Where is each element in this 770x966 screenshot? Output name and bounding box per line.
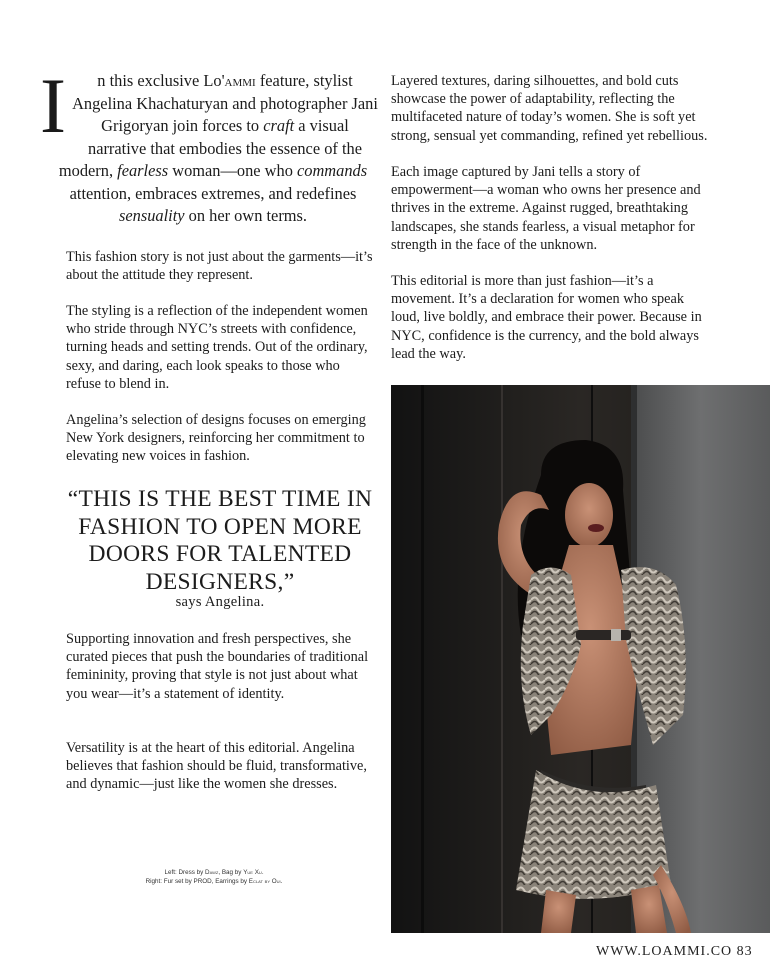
body-paragraph: Layered textures, daring silhouettes, and bold cuts showcase the power of adaptability, reflecting the multifaceted nature of today’s women. She is soft yet strong, sensual yet commanding, refined yet rebellious. xyxy=(391,73,708,144)
body-paragraph: Each image captured by Jani tells a story of empowerment—a woman who owns her presence and thrives in the extreme. Against rugged, breathtaking landscapes, she stands fearless, a visual metaphor for strength in the face of the unknown. xyxy=(391,164,701,253)
brand-name: Lo' xyxy=(203,71,225,90)
intro-text: n this exclusive xyxy=(97,71,204,90)
caption-line-right xyxy=(66,877,362,886)
body-paragraph: This editorial is more than just fashion—it’s a movement. It’s a declaration for women who speak loud, live boldly, and embrace their power. Because in NYC, confidence is the currency, and the bold always lead the way. xyxy=(391,273,702,362)
intro-emphasis: fearless xyxy=(117,161,169,180)
pull-quote-text: “THIS IS THE BEST TIME IN FASHION TO OPEN MORE DOORS FOR TALENTED DESIGNERS,” xyxy=(67,486,373,595)
intro-emphasis: craft xyxy=(263,116,295,135)
caption-text: . xyxy=(261,869,264,876)
editorial-photo xyxy=(391,385,770,933)
caption-designer: Yue Xu xyxy=(243,869,262,876)
body-paragraph: The styling is a reflection of the independent women who stride through NYC’s streets with confidence, turning heads and setting trends. Out of the ordinary, sexy, and daring, each look speaks to those who refuse to blend in. xyxy=(66,303,368,392)
brand-name-smallcaps: ammi xyxy=(224,71,256,90)
page-folio: WWW.LOAMMI.CO 83 xyxy=(596,944,753,959)
intro-text: a visual narrative that embodies the essence of the modern, xyxy=(58,116,362,180)
intro-emphasis: commands xyxy=(296,161,368,180)
body-paragraph: Angelina’s selection of designs focuses on emerging New York designers, reinforcing her commitment to elevating new voices in fashion. xyxy=(66,412,366,465)
intro-text: attention, embraces extremes, and redefines xyxy=(69,183,357,203)
photo-credits-caption xyxy=(66,868,362,886)
intro-emphasis: sensuality xyxy=(118,206,185,225)
caption-designer: Dawz xyxy=(205,869,219,876)
pull-quote-attribution: says Angelina. xyxy=(175,594,265,611)
caption-line-left xyxy=(66,868,362,877)
photo-illustration xyxy=(391,385,770,933)
body-paragraph: Supporting innovation and fresh perspectives, she curated pieces that push the boundaries of traditional femininity, proving that style is not just about what you wear—it’s a statement of identity. xyxy=(66,631,369,702)
caption-text: Left: Dress by xyxy=(164,869,206,876)
pull-quote xyxy=(60,486,380,610)
body-paragraph: Versatility is at the heart of this editorial. Angelina believes that fashion should be fluid, transformative, and dynamic—just like the women she dresses. xyxy=(66,740,367,793)
caption-text: , Bag by xyxy=(218,869,244,876)
intro-text: feature, stylist Angelina Khachaturyan and photographer Jani Grigoryan join forces to xyxy=(72,71,378,135)
caption-designer: Eclat by Oui xyxy=(248,878,281,885)
caption-text: . xyxy=(280,878,283,885)
caption-text: Right: Fur set by PROD, Earrings by xyxy=(145,878,249,885)
intro-text: on her own terms. xyxy=(184,206,307,225)
body-paragraph: This fashion story is not just about the garments—it’s about the attitude they represent. xyxy=(66,249,373,284)
intro-paragraph xyxy=(40,62,378,228)
intro-text: woman—one who xyxy=(168,161,297,180)
drop-cap: I xyxy=(40,62,66,149)
